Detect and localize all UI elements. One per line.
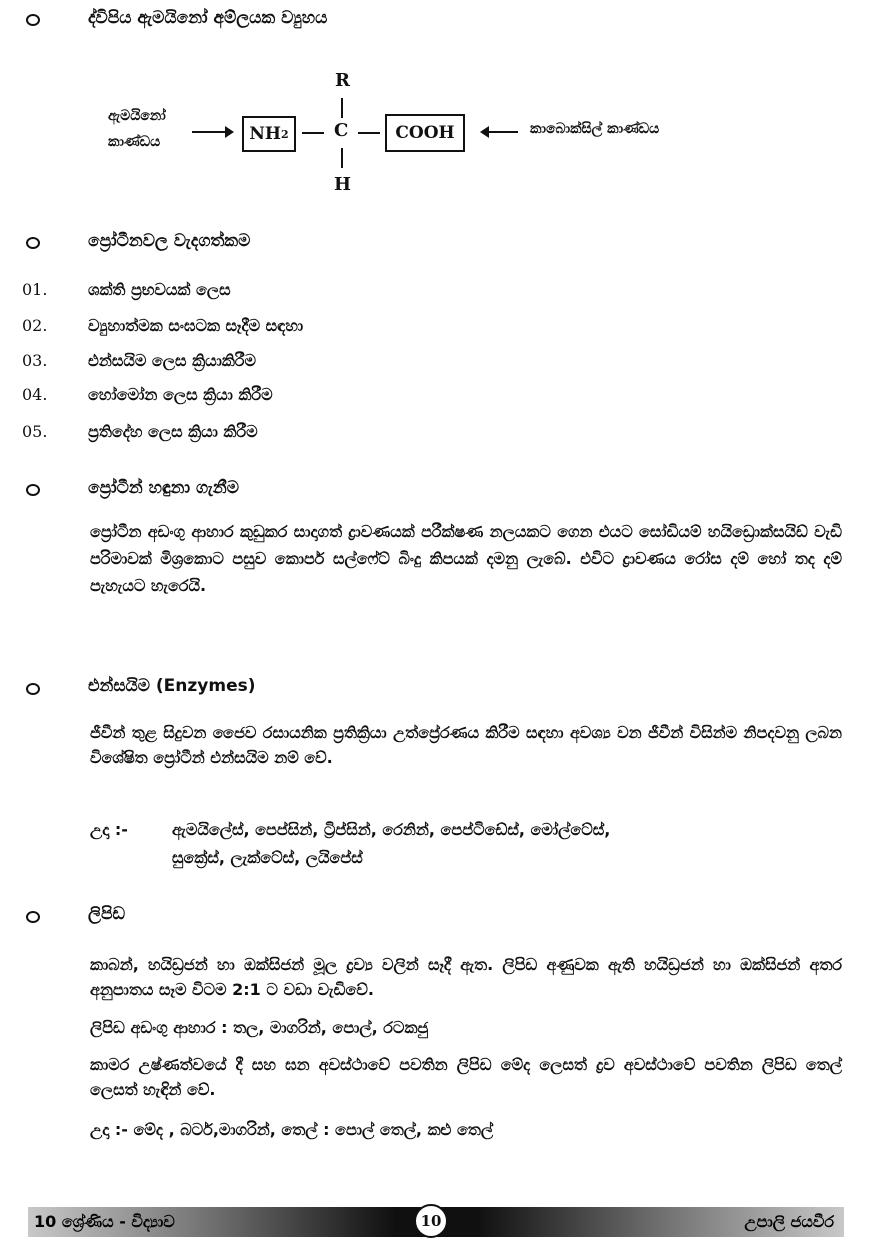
bond-line <box>302 132 324 134</box>
bond-line <box>358 132 380 134</box>
page-number-badge: 10 <box>414 1204 448 1238</box>
nh2-group-box <box>242 116 296 152</box>
amino-group-label-line2: කාණ්ඩය <box>108 134 161 150</box>
arrow-right-icon <box>192 131 232 133</box>
arrow-left-icon <box>482 131 518 133</box>
section-heading-identification: ප්‍රෝටීන් හඳුනා ගැනීම <box>88 478 239 498</box>
bullet-icon <box>26 683 40 695</box>
c-atom: C <box>334 120 349 141</box>
list-number: 01. <box>22 280 48 299</box>
footer-author: උපාලි ජයවීර <box>744 1212 834 1231</box>
list-item: එන්සයිම ලෙස ක්‍රියාකිරීම <box>88 351 257 370</box>
bullet-icon <box>26 484 40 496</box>
list-item: ව්‍යුහාත්මක සංඝටක සෑදීම සඳහා <box>88 316 304 335</box>
cooh-group-box: COOH <box>385 114 465 152</box>
bullet-icon <box>26 237 40 249</box>
page-footer <box>28 1207 844 1237</box>
lipids-paragraph-1: කාබන්, හයිඩ්‍රජන් හා ඔක්සිජන් මූල ද්‍රව්‍ය වලින් සෑදී ඇත. ලිපිඩ අණුවක ඇති හයිඩ්‍රජන් හා ඔක්සිජන් අතර අනුපාතය සෑම විටම 2:1 ට වඩා වැඩිවේ. <box>90 955 842 999</box>
lipids-example-line: උදා :- මේද , බටර්,මාගරින්, තෙල් : පොල් තෙල්, කළු තෙල් <box>90 1120 494 1139</box>
bond-line <box>341 98 343 118</box>
amino-group-label-line1: ඇමයිනෝ <box>108 108 166 124</box>
list-item: හෝමෝන ලෙස ක්‍රියා කිරීම <box>88 385 273 404</box>
list-item: ප්‍රතිදේහ ලෙස ක්‍රියා කිරීම <box>88 422 258 441</box>
list-number: 05. <box>22 422 48 441</box>
list-number: 04. <box>22 385 48 404</box>
bond-line <box>341 148 343 168</box>
footer-grade-subject: 10 ශ්‍රේණිය - විද්‍යාව <box>34 1212 175 1231</box>
list-number: 03. <box>22 351 48 370</box>
enzymes-paragraph: ජීවීන් තුළ සිදුවන ජෛව රසායනික ප්‍රතික්‍රියා උත්ප්‍රේරණය කිරීම සඳහා අවශ්‍ය වන ජීවීන් විසින්ම නිපදවනු ලබන විශේෂිත ප්‍රෝටීන් එන්සයිම නම් වේ. <box>90 723 842 767</box>
nh2-text: NH <box>249 124 281 144</box>
nh2-subscript: 2 <box>280 127 289 141</box>
list-number: 02. <box>22 316 48 335</box>
carboxyl-group-label: කාබොක්සිල් කාණ්ඩය <box>530 121 660 137</box>
enzymes-example-line2: සුක්‍රේස්, ලැක්ටේස්, ලයිපේස් <box>172 848 363 867</box>
section-heading-importance: ප්‍රෝටීනවල වැදගත්කම <box>88 231 251 251</box>
list-item: ශක්ති ප්‍රභවයක් ලෙස <box>88 280 231 299</box>
bullet-icon <box>26 14 40 26</box>
section-heading-lipids: ලිපිඩ <box>88 904 126 924</box>
identification-paragraph: ප්‍රෝටීන අඩංගු ආහාර කුඩුකර සාදාගත් ද්‍රාවණයක් පරීක්ෂණ නලයකට ගෙන එයට සෝඩියම් හයිඩ්‍රොක්සයිඩ් වැඩි පරිමාවක් මිශ්‍රකොට පසුව කොපර් සල්ෆේට් බිංදු කිපයක් දමනු ලැබේ. එවිට ද්‍රාවණය රෝස දම් හෝ තද දම් පැහැයට හැරෙයි. <box>90 522 842 595</box>
enzymes-example-prefix: උදා :- <box>90 820 128 839</box>
section-heading-enzymes: එන්සයිම (Enzymes) <box>88 676 256 696</box>
bullet-icon <box>26 911 40 923</box>
enzymes-example-line1: ඇමයිලේස්, පෙප්සින්, ට්‍රිප්සින්, රෙනින්, පෙප්ටිඩේස්, මෝල්ටේස්, <box>172 820 611 839</box>
lipids-foods-line: ලිපිඩ අඩංගු ආහාර : තල, මාගරින්, පොල්, රටකජු <box>90 1018 429 1037</box>
h-atom: H <box>334 174 352 195</box>
r-atom: R <box>335 70 350 91</box>
section-heading-structure: ද්විපිය ඇමයිනෝ අම්ලයක ව්‍යුහය <box>88 8 328 28</box>
lipids-paragraph-2: කාමර උෂ්ණත්වයේ දී සහ ඝන අවස්ථාවේ පවතින ලිපිඩ මේද ලෙසත් ද්‍රව අවස්ථාවේ පවතින ලිපිඩ තෙල් ලෙසත් හැඳින් වේ. <box>90 1055 842 1099</box>
